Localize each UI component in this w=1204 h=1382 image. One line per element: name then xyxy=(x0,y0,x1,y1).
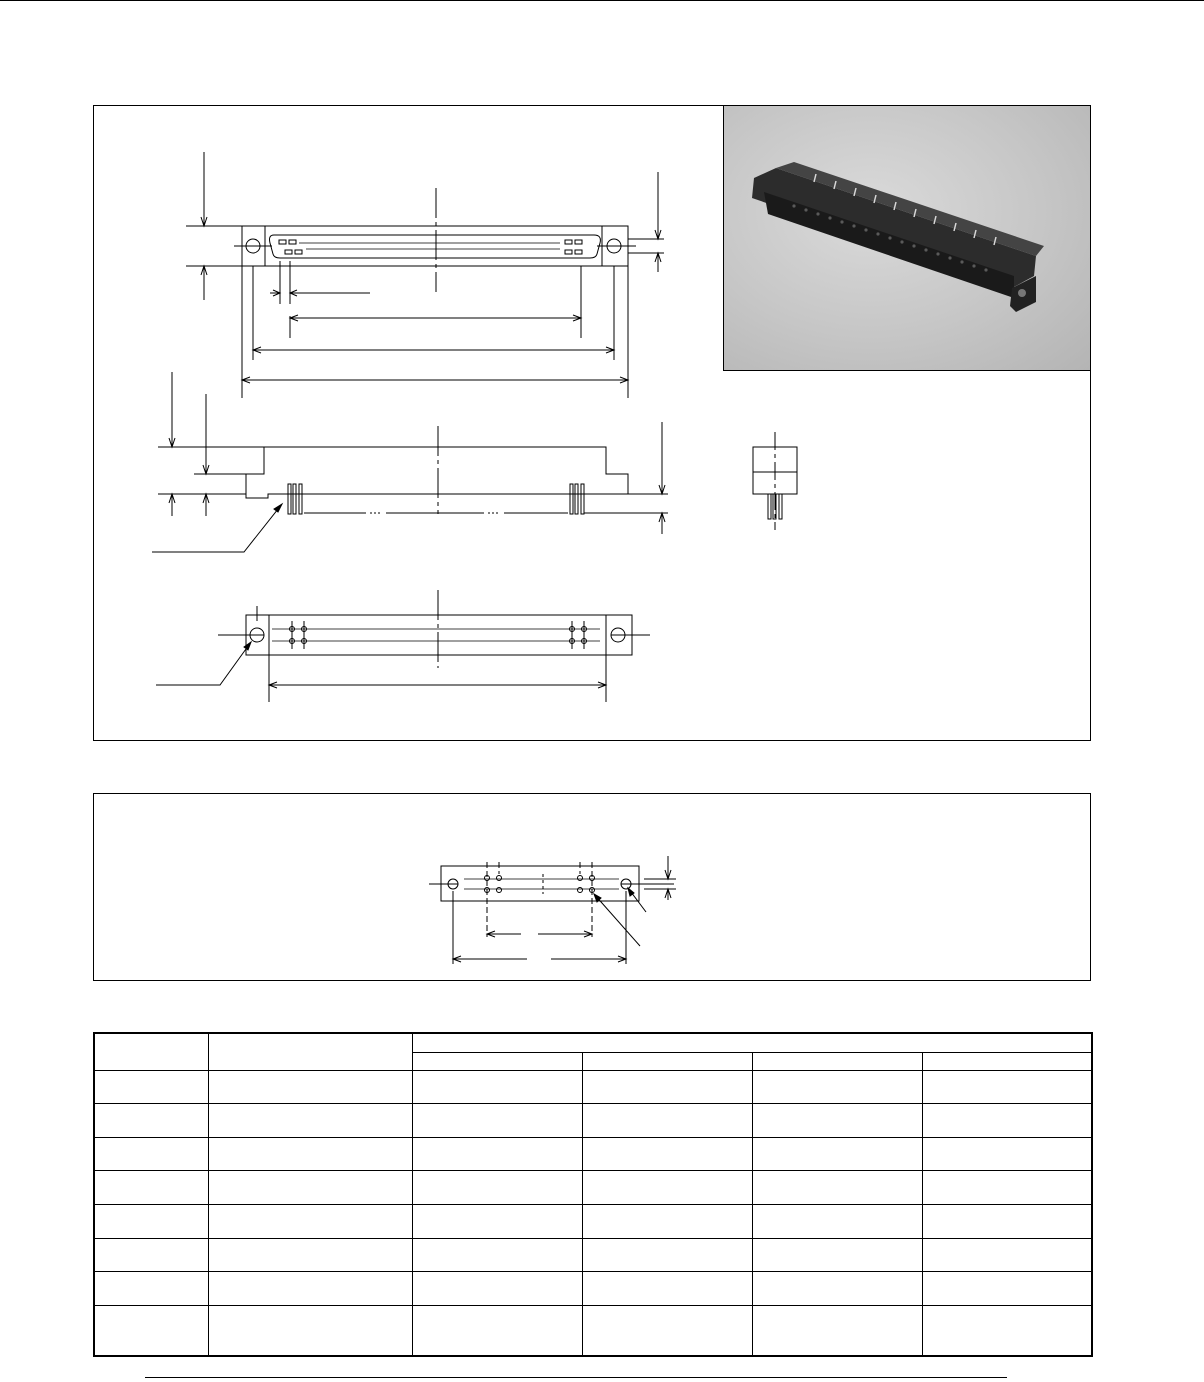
end-view xyxy=(753,432,797,530)
header-part-number xyxy=(94,1033,208,1070)
page-top-rule xyxy=(0,0,1204,1)
side-pins-left xyxy=(288,484,302,514)
hole-callout-leader-2 xyxy=(594,894,640,946)
table-row xyxy=(94,1238,1092,1272)
specification-table xyxy=(93,1032,1093,1357)
footprint-outline xyxy=(441,866,639,901)
table-row xyxy=(94,1272,1092,1306)
header-dim-b xyxy=(582,1052,752,1070)
table-row xyxy=(94,1205,1092,1239)
hole-callout-leader xyxy=(156,642,251,685)
top-view xyxy=(186,152,664,398)
table-row xyxy=(94,1305,1092,1356)
table-row xyxy=(94,1070,1092,1104)
bottom-view xyxy=(156,590,650,702)
d-sub-shell xyxy=(270,235,601,258)
pin-row-marker xyxy=(279,240,286,244)
pcb-footprint-panel xyxy=(93,793,1091,981)
pcb-footprint-drawing xyxy=(94,794,1092,982)
page-bottom-rule xyxy=(145,1377,1007,1378)
footprint-pin-holes xyxy=(485,876,595,893)
side-view-outline xyxy=(246,447,628,498)
side-pins-right xyxy=(570,484,584,514)
header-dim-c xyxy=(752,1052,922,1070)
header-dimensions-group xyxy=(412,1033,1092,1052)
connector-illustration xyxy=(724,106,1091,371)
header-contacts xyxy=(208,1033,412,1070)
table-row xyxy=(94,1137,1092,1171)
top-view-outline xyxy=(242,226,628,266)
header-dim-d xyxy=(922,1052,1092,1070)
side-view xyxy=(152,372,668,552)
table-row xyxy=(94,1104,1092,1138)
connector-product-photo xyxy=(723,105,1091,371)
table-row xyxy=(94,1171,1092,1205)
header-dim-a xyxy=(412,1052,582,1070)
